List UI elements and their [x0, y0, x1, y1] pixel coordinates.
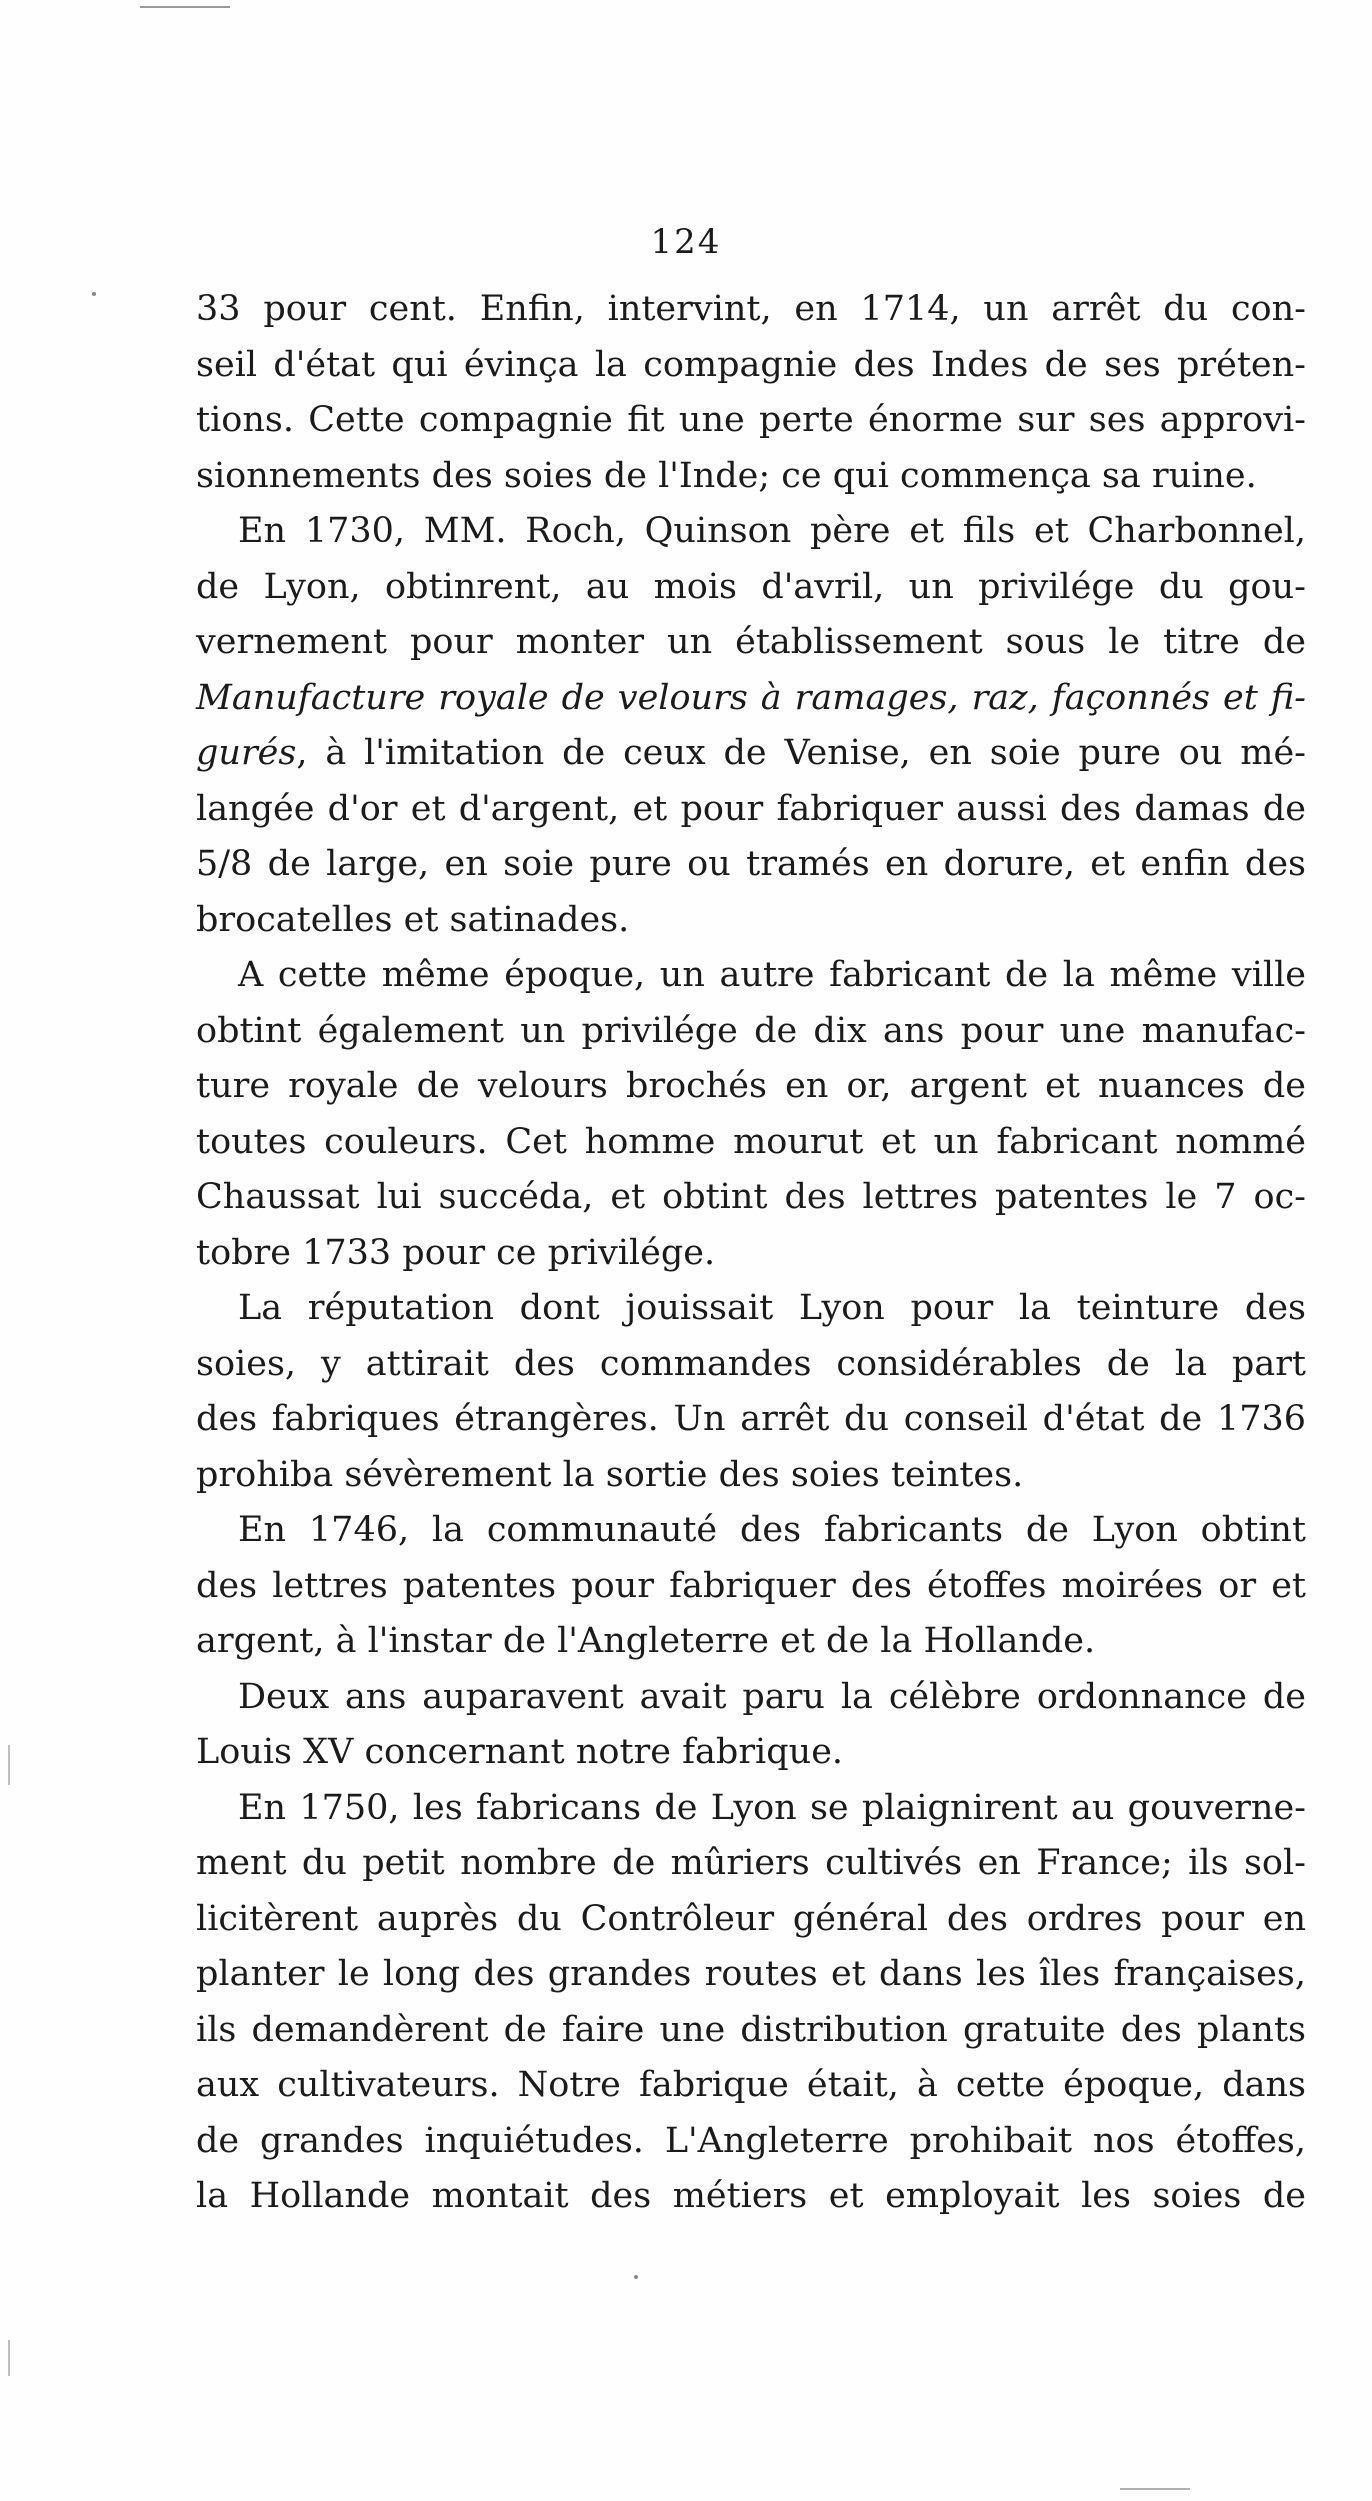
scan-margin-mark [8, 2340, 10, 2376]
text-line: seil d'état qui évinça la compagnie des Indes de ses préten- [196, 344, 1306, 385]
text-line [196, 726, 1306, 782]
text-line: soies, y attirait des commandes considérables de la part [196, 1343, 1306, 1384]
text-line: A cette même époque, un autre fabricant de la même ville [238, 955, 1306, 995]
text-line: La réputation dont jouissait Lyon pour la teinture des [238, 1288, 1306, 1328]
text-line: ment du petit nombre de mûriers cultivés en France; ils sol- [196, 1843, 1306, 1883]
text-line: En 1730, MM. Roch, Quinson père et fils et Charbonnel, [238, 511, 1306, 551]
text-line: de Lyon, obtinrent, au mois d'avril, un privilége du gou- [196, 566, 1306, 607]
text-line: brocatelles et satinades. [196, 899, 630, 940]
text-line: En 1746, la communauté des fabricants de Lyon obtint [238, 1510, 1306, 1550]
scan-speck [92, 292, 96, 296]
text-line: 5/8 de large, en soie pure ou tramés en dorure, et enfin des [196, 844, 1306, 884]
text-line: prohiba sévèrement la sortie des soies teintes. [196, 1454, 1024, 1495]
text-line: des lettres patentes pour fabriquer des étoffes moirées or et [196, 1565, 1306, 1606]
text-line: la Hollande montait des métiers et employait les soies de [196, 2176, 1306, 2216]
text-line: toutes couleurs. Cet homme mourut et un fabricant nommé [196, 1121, 1306, 1162]
text-line: tobre 1733 pour ce privilége. [196, 1232, 716, 1273]
text-line: Deux ans auparavent avait paru la célèbre ordonnance de [238, 1676, 1306, 1717]
text-line: ture royale de velours brochés en or, argent et nuances de [196, 1066, 1306, 1106]
top-edge-rule [140, 6, 230, 8]
bottom-edge-rule [1120, 2488, 1190, 2490]
text-line: de grandes inquiétudes. L'Angleterre prohibait nos étoffes, [196, 2120, 1306, 2161]
scan-speck [634, 2275, 638, 2279]
text-line: sionnements des soies de l'Inde; ce qui commença sa ruine. [196, 455, 1257, 496]
text-line: vernement pour monter un établissement sous le titre de [196, 622, 1306, 662]
text-line: obtint également un privilége de dix ans pour une manufac- [196, 1010, 1306, 1051]
text-line: aux cultivateurs. Notre fabrique était, à cette époque, dans [196, 2065, 1306, 2105]
text-fragment: , à l'imitation de ceux de Venise, en soie pure ou mé- [296, 733, 1306, 773]
text-line: ils demandèrent de faire une distribution gratuite des plants [196, 2009, 1306, 2050]
body-text [196, 282, 1306, 2225]
scan-margin-mark [8, 1745, 10, 1785]
text-line: argent, à l'instar de l'Angleterre et de la Hollande. [196, 1621, 1096, 1661]
text-line: licitèrent auprès du Contrôleur général des ordres pour en [196, 1898, 1306, 1939]
italic-fragment: gurés [196, 733, 297, 773]
text-line: des fabriques étrangères. Un arrêt du conseil d'état de 1736 [196, 1399, 1306, 1439]
text-line: langée d'or et d'argent, et pour fabriquer aussi des damas de [196, 788, 1306, 829]
text-line: En 1750, les fabricans de Lyon se plaignirent au gouverne- [238, 1787, 1306, 1828]
text-line: Louis XV concernant notre fabrique. [196, 1732, 844, 1772]
text-line: planter le long des grandes routes et dans les îles françaises, [196, 1954, 1306, 1994]
text-line-italic: Manufacture royale de velours à ramages, raz, façonnés et fi- [196, 677, 1306, 718]
text-line: tions. Cette compagnie fit une perte énorme sur ses approvi- [196, 400, 1306, 440]
text-line: Chaussat lui succéda, et obtint des lettres patentes le 7 oc- [196, 1177, 1306, 1217]
page-number: 124 [650, 222, 722, 262]
text-line: 33 pour cent. Enfin, intervint, en 1714, un arrêt du con- [196, 289, 1306, 329]
